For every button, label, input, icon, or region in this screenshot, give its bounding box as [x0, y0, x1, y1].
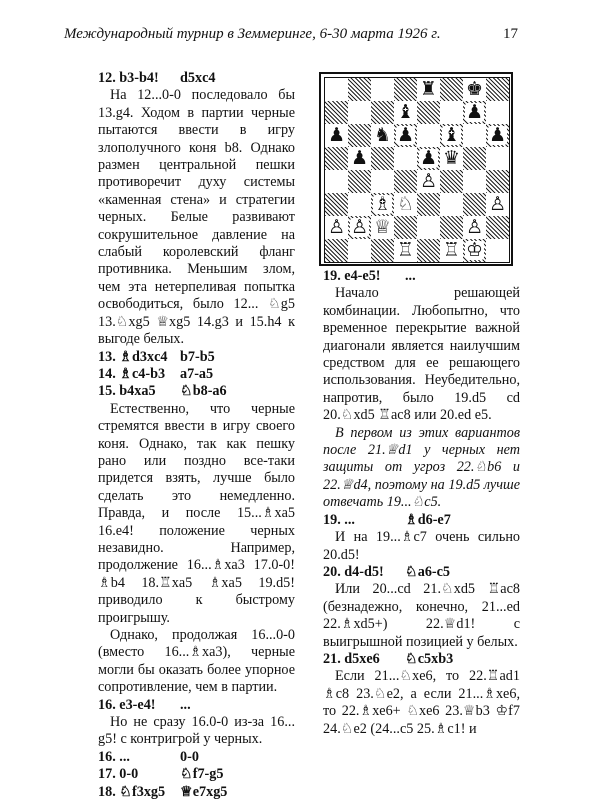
- move-15: 15. b4xa5 ♘b8-a6: [98, 383, 227, 400]
- right-column: [323, 268, 520, 738]
- square-f1: [440, 239, 463, 262]
- left-column: [98, 70, 295, 801]
- move-19-black: 19. ... ♗d6-e7: [323, 511, 451, 528]
- chess-piece-icon: ♙: [488, 193, 507, 215]
- chess-piece-icon: ♔: [465, 239, 484, 261]
- chess-board-grid: [324, 77, 510, 263]
- square-c7: [371, 101, 394, 124]
- square-h5: [486, 147, 509, 170]
- move-12: 12. b3-b4! d5xc4: [98, 70, 216, 86]
- commentary-paragraph: Естественно, что черные стремятся ввести в игру своего коня. Однако, так как пешку рано или поздно все-таки придется взять, лучше было сделать это немедленно. Правда, и после 15...♗xa5 16.e4! положение черных незавидно. Например, продолжение 16...♗xa3 17.0-0! ♗b4 18.♖xa5 ♗xa5 19.d5! приводило к быстрому проигрышу.: [98, 400, 295, 626]
- square-g4: [463, 170, 486, 193]
- square-f8: [440, 78, 463, 101]
- square-f2: [440, 216, 463, 239]
- chess-piece-icon: ♙: [465, 216, 484, 238]
- square-h1: [486, 239, 509, 262]
- square-d6: [394, 124, 417, 147]
- chess-piece-icon: ♟: [419, 147, 438, 169]
- square-e5: [417, 147, 440, 170]
- square-b2: [348, 216, 371, 239]
- chess-piece-icon: ♟: [488, 124, 507, 146]
- move-16-black: 16. ... 0-0: [98, 748, 199, 765]
- square-d5: [394, 147, 417, 170]
- chess-piece-icon: ♙: [327, 216, 346, 238]
- chess-piece-icon: ♙: [419, 170, 438, 192]
- square-g2: [463, 216, 486, 239]
- commentary-paragraph: Начало решающей комбинации. Любопытно, что временное перекрытие важной диагонали является наилучшим средством для ее решающего использования. Неубедительно, напротив, было 19.d5 cd 20.♘xd5 ♖ac8 или 20.ed e5.: [323, 285, 520, 424]
- square-c2: [371, 216, 394, 239]
- move-16: 16. e3-e4! ...: [98, 696, 191, 713]
- chess-piece-icon: ♗: [373, 193, 392, 215]
- square-g6: [463, 124, 486, 147]
- square-e6: [417, 124, 440, 147]
- chess-piece-icon: ♚: [465, 78, 484, 100]
- square-g7: [463, 101, 486, 124]
- square-g1: [463, 239, 486, 262]
- square-c5: [371, 147, 394, 170]
- move-13: 13. ♗d3xc4 b7-b5: [98, 348, 215, 365]
- square-b6: [348, 124, 371, 147]
- square-f7: [440, 101, 463, 124]
- square-e4: [417, 170, 440, 193]
- square-f5: [440, 147, 463, 170]
- move-14: 14. ♗c4-b3 a7-a5: [98, 365, 214, 382]
- commentary-paragraph: Или 20...cd 21.♘xd5 ♖ac8 (безнадежно, конечно, 21...ed 22.♗xd5+) 22.♕d1! с выигрышной позицией у белых.: [323, 581, 520, 650]
- move-18: 18. ♘f3xg5 ♕e7xg5: [98, 783, 228, 800]
- square-c3: [371, 193, 394, 216]
- move-20: 20. d4-d5! ♘a6-c5: [323, 563, 451, 580]
- chess-piece-icon: ♟: [465, 101, 484, 123]
- chess-piece-icon: ♟: [350, 147, 369, 169]
- move-21: 21. d5xe6 ♘c5xb3: [323, 650, 454, 667]
- chess-piece-icon: ♟: [327, 124, 346, 146]
- header-title: Международный турнир в Земмеринге, 6-30 марта 1926 г.: [64, 26, 441, 42]
- square-f6: [440, 124, 463, 147]
- square-g3: [463, 193, 486, 216]
- square-d8: [394, 78, 417, 101]
- square-a8: [325, 78, 348, 101]
- square-h8: [486, 78, 509, 101]
- chess-diagram: [319, 72, 513, 266]
- chess-piece-icon: ♛: [442, 147, 461, 169]
- square-c1: [371, 239, 394, 262]
- square-c8: [371, 78, 394, 101]
- square-h4: [486, 170, 509, 193]
- square-h3: [486, 193, 509, 216]
- commentary-paragraph-italic: В первом из этих вариантов после 21.♕d1 у черных нет защиты от угроз 22.♘b6 и 22.♕d4, поэтому на 19.d5 лучше отвечать 19...♘c5.: [323, 424, 520, 511]
- chess-piece-icon: ♞: [373, 124, 392, 146]
- square-e8: [417, 78, 440, 101]
- square-b8: [348, 78, 371, 101]
- square-a6: [325, 124, 348, 147]
- square-d2: [394, 216, 417, 239]
- square-h7: [486, 101, 509, 124]
- commentary-paragraph: Однако, продолжая 16...0-0 (вместо 16...♗xa3), черные могли бы оказать более упорное сопротивление, чем в партии.: [98, 627, 295, 696]
- commentary-paragraph: И на 19...♗c7 очень сильно 20.d5!: [323, 529, 520, 563]
- square-c6: [371, 124, 394, 147]
- chess-piece-icon: ♕: [373, 216, 392, 238]
- running-header: [64, 26, 518, 46]
- square-e2: [417, 216, 440, 239]
- chess-piece-icon: ♝: [396, 101, 415, 123]
- square-d7: [394, 101, 417, 124]
- square-d4: [394, 170, 417, 193]
- page-number: 17: [503, 26, 518, 42]
- chess-piece-icon: ♘: [396, 193, 415, 215]
- square-a1: [325, 239, 348, 262]
- square-b3: [348, 193, 371, 216]
- square-a2: [325, 216, 348, 239]
- chess-piece-icon: ♝: [442, 124, 461, 146]
- square-b5: [348, 147, 371, 170]
- square-a3: [325, 193, 348, 216]
- square-e3: [417, 193, 440, 216]
- commentary-paragraph: Но не сразу 16.0-0 из-за 16... g5! с контригрой у черных.: [98, 714, 295, 748]
- square-h2: [486, 216, 509, 239]
- square-b4: [348, 170, 371, 193]
- move-19: 19. e4-e5! ...: [323, 268, 416, 284]
- square-e1: [417, 239, 440, 262]
- square-g8: [463, 78, 486, 101]
- chess-piece-icon: ♖: [442, 239, 461, 261]
- square-b7: [348, 101, 371, 124]
- square-d1: [394, 239, 417, 262]
- square-h6: [486, 124, 509, 147]
- square-f4: [440, 170, 463, 193]
- square-g5: [463, 147, 486, 170]
- square-d3: [394, 193, 417, 216]
- chess-piece-icon: ♟: [396, 124, 415, 146]
- square-a5: [325, 147, 348, 170]
- chess-piece-icon: ♙: [350, 216, 369, 238]
- square-a4: [325, 170, 348, 193]
- square-f3: [440, 193, 463, 216]
- chess-piece-icon: ♖: [396, 239, 415, 261]
- move-17: 17. 0-0 ♘f7-g5: [98, 766, 224, 783]
- chess-piece-icon: ♜: [419, 78, 438, 100]
- square-a7: [325, 101, 348, 124]
- square-e7: [417, 101, 440, 124]
- commentary-paragraph: Если 21...♘xe6, то 22.♖ad1 ♗c8 23.♘e2, а если 21...♗xe6, то 22.♗xe6+ ♘xe6 23.♕b3 ♔f7 24.♘e2 (24...c5 25.♗c1! и: [323, 668, 520, 737]
- square-c4: [371, 170, 394, 193]
- square-b1: [348, 239, 371, 262]
- commentary-paragraph: На 12...0-0 последовало бы 13.g4. Ходом в партии черные пытаются ввести в игру злополучного коня b8. Однако размен центральной пешки противоречит духу системы «каменная стена» и стратегии черных. Белые развивают сокрушительное давление на слабый королевский фланг противника. Меньшим злом, чем эта нетерпеливая попытка освободиться, было 12... ♘g5 13.♘xg5 ♕xg5 14.g3 и 15.h4 к выгоде белых.: [98, 87, 295, 348]
